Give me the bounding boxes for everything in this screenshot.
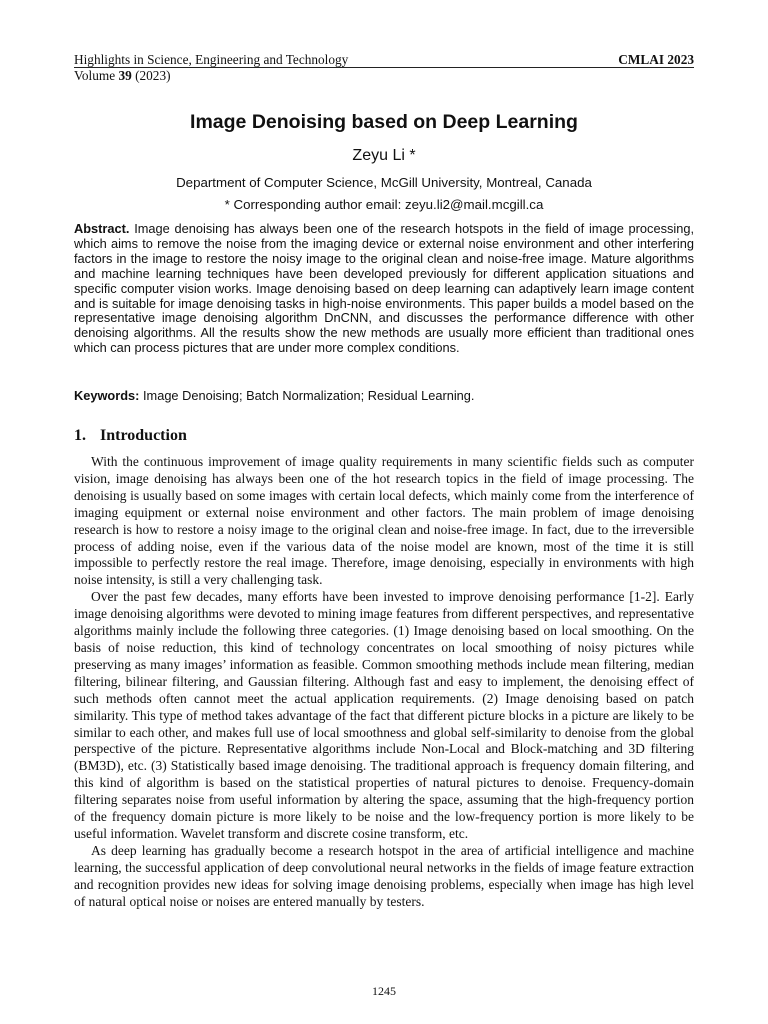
- author-affiliation: Department of Computer Science, McGill University, Montreal, Canada: [176, 175, 592, 190]
- abstract-text: Image denoising has always been one of the research hotspots in the field of image processing, which aims to remove the noise from the imaging device or external noise environment and other interfering factors in the image to restore the noisy image to the original clean and noise-free image. Mature algorithms and machine learning techniques have been developed previously for different application situations and specific computer vision works. Image denoising based on deep learning can adaptively learn image content and is suitable for image denoising tasks in high-noise environments. This paper builds a model based on the representative image denoising algorithm DnCNN, and discusses the performance difference with other denoising algorithms. All the results show the new methods are usually more efficient than traditional ones which can process pictures that are under more complex conditions.: [74, 221, 694, 356]
- body-paragraph: As deep learning has gradually become a research hotspot in the area of artificial intelligence and machine learning, the successful application of deep convolutional neural networks in the fields of image feature extraction and recognition provides new ideas for solving image denoising problems, especially when image has high level of natural optical noise or noises are entered manually by testers.: [74, 842, 694, 909]
- paper-title: Image Denoising based on Deep Learning: [190, 111, 578, 133]
- section-heading: [74, 426, 187, 446]
- body-paragraph: With the continuous improvement of image quality requirements in many scientific fields such as computer vision, image denoising has always been one of the hot research topics in the field of image processing. The denoising is usually based on some images with certain local defects, which mainly come from the interference of imaging equipment or external noise environment and other factors. The main problem of image denoising research is how to restore a noisy image to the original clean and noise-free image. In fact, due to the irreversible process of adding noise, even if the various data of the noise model are known, most of the time it is still impossible to perfectly restore the real image. Therefore, image denoising, especially in environments with high noise intensity, is still a very challenging task.: [74, 454, 694, 588]
- keywords: [74, 388, 694, 403]
- volume-line: [74, 68, 171, 84]
- body-paragraph: Over the past few decades, many efforts have been invested to improve denoising performance [1-2]. Early image denoising algorithms were devoted to mining image features from different perspectives, and representative algorithms mainly include the following three categories. (1) Image denoising based on local smoothing. On the basis of noise reduction, this kind of technology concentrates on local smoothing of noisy pictures while preserving as many images’ information as feasible. Common smoothing methods include mean filtering, median filtering, bilinear filtering, and Gaussian filtering. Although fast and easy to implement, the denoising effect of such methods often cannot meet the actual application requirements. (2) Image denoising based on patch similarity. This type of method takes advantage of the fact that different picture blocks in a picture are likely to be similar to each other, and makes full use of local smoothness and global self-similarity to denoise from the global perspective of the picture. Representative algorithms include Non-Local and Block-matching and 3D filtering (BM3D), etc. (3) Statistically based image denoising. The traditional approach is frequency domain filtering, and this kind of algorithm is based on the statistical properties of natural pictures to denoise. Frequency-domain filtering separates noise from useful information by altering the space, assuming that the high-frequency portion of the frequency domain picture is more likely to be noise and the low-frequency portion is more likely to be useful information. Wavelet transform and discrete cosine transform, etc.: [74, 589, 694, 841]
- page-number: 1245: [372, 984, 396, 998]
- section-body: [74, 454, 694, 910]
- volume-year: (2023): [135, 68, 171, 83]
- author-name: Zeyu Li *: [352, 147, 416, 164]
- abstract-label: Abstract.: [74, 221, 130, 236]
- journal-name: Highlights in Science, Engineering and Technology: [74, 52, 349, 67]
- conference-name: CMLAI 2023: [618, 52, 694, 67]
- corresponding-email: * Corresponding author email: zeyu.li2@mail.mcgill.ca: [224, 197, 544, 212]
- keywords-text: Image Denoising; Batch Normalization; Residual Learning.: [142, 388, 475, 403]
- section-title: Introduction: [100, 427, 187, 444]
- section-number: 1.: [74, 427, 86, 444]
- keywords-label: Keywords:: [74, 388, 140, 403]
- abstract: [74, 222, 694, 356]
- volume-label: Volume: [74, 68, 116, 83]
- volume-number: 39: [118, 68, 132, 83]
